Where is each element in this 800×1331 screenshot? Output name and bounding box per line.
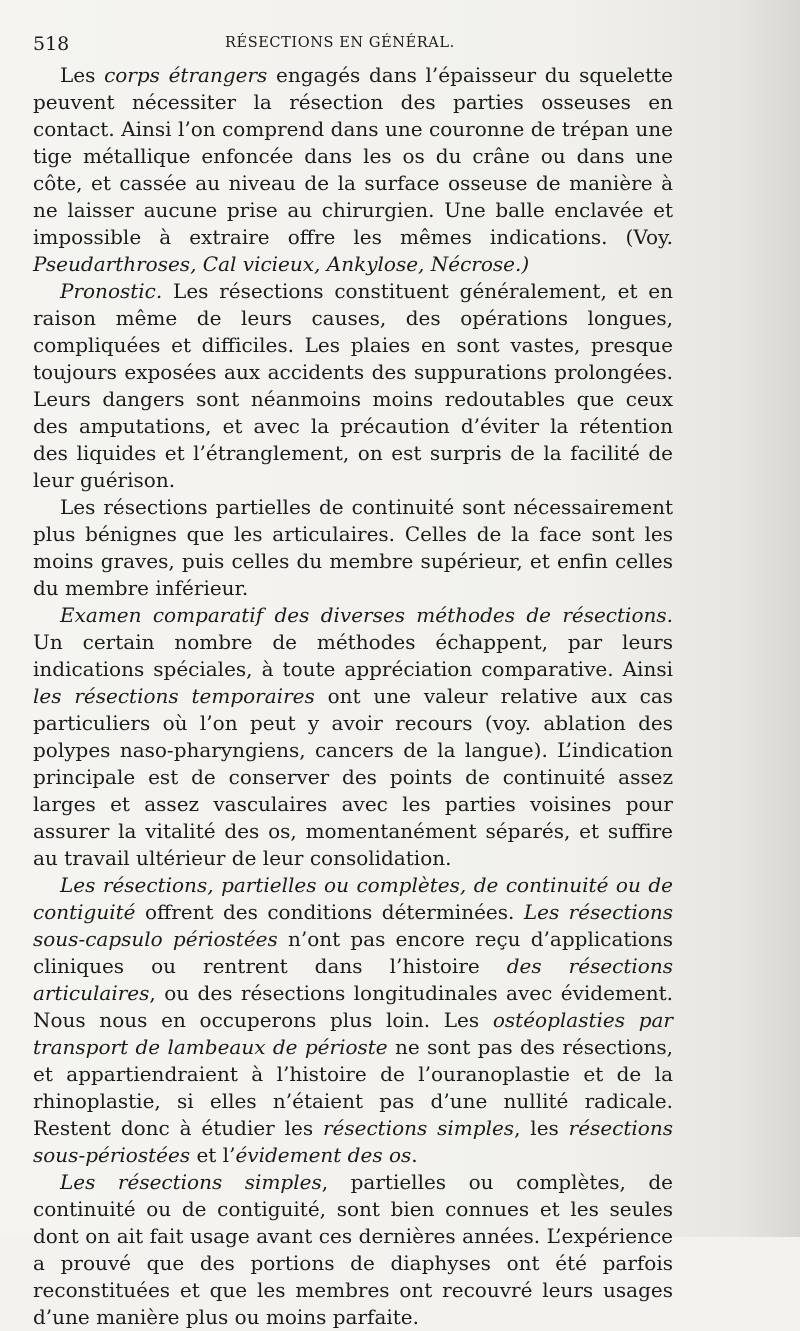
italic-run: résections sous-périostées <box>33 1116 673 1167</box>
paragraph-simple-resections <box>33 1169 673 1331</box>
paragraph-prognosis <box>33 278 673 494</box>
text-run: , les <box>514 1116 569 1140</box>
italic-run: des résections articulaires <box>33 954 673 1005</box>
italic-run: Pseudarthroses, Cal vicieux, Ankylose, Nécrose.) <box>33 252 530 276</box>
paragraph-continuity-contiguity <box>33 872 673 1169</box>
text-run: . <box>411 1143 418 1167</box>
running-head: RÉSECTIONS EN GÉNÉRAL. <box>225 35 455 51</box>
italic-run: les résections temporaires <box>33 684 315 708</box>
text-run: Un certain nombre de méthodes échappent, par leurs indications spéciales, à toute appréciation comparative. Ainsi <box>33 630 673 681</box>
page-header <box>33 33 673 59</box>
text-run: , ou des résections longitudinales avec évidement. Nous nous en occuperons plus loin. Les <box>33 981 673 1032</box>
text-run: , partielles ou complètes, de continuité ou de contiguité, sont bien connues et les seules dont on ait fait usage avant ces dernières années. L’expérience a prouvé que des portions de diaphyses ont été parfois reconstituées et que les membres ont recouvré leurs usages d’une manière plus ou moins parfaite. <box>33 1170 673 1329</box>
italic-run: ostéoplasties par transport de lambeaux de périoste <box>33 1008 673 1059</box>
text-run: offrent des conditions déterminées. <box>135 900 524 924</box>
text-run: Les résections constituent généralement, et en raison même de leurs causes, des opérations longues, compliquées et difficiles. Les plaies en sont vastes, presque toujours exposées aux accidents des suppurations prolongées. Leurs dangers sont néanmoins moins redoutables que ceux des amputations, et avec la précaution d’éviter la rétention des liquides et l’étranglement, on est surpris de la facilité de leur guérison. <box>33 279 673 492</box>
italic-run: corps étrangers <box>104 63 268 87</box>
italic-run: Les résections, partielles ou complètes, de continuité ou de contiguité <box>33 873 673 924</box>
text-run: engagés dans l’épaisseur du squelette peuvent nécessiter la résection des parties osseuses en contact. Ainsi l’on comprend dans une couronne de trépan une tige métallique enfoncée dans les os du crâne ou dans une côte, et cassée au niveau de la surface osseuse de manière à ne laisser aucune prise au chirurgien. Une balle enclavée et impossible à extraire offre les mêmes indications. (Voy. <box>33 63 673 249</box>
page-body <box>33 62 673 1331</box>
paragraph-foreign-bodies <box>33 62 673 278</box>
italic-run: Pronostic. <box>60 279 163 303</box>
italic-run: évidement des os <box>235 1143 412 1167</box>
text-run: Les <box>60 63 105 87</box>
paragraph-comparative-examination <box>33 602 673 872</box>
italic-run: Les résections sous-capsulo périostées <box>33 900 673 951</box>
text-run: ne sont pas des résections, et appartiendraient à l’histoire de l’ouranoplastie et de la rhinoplastie, si elles n’étaient pas d’une nullité radicale. Restent donc à étudier les <box>33 1035 673 1140</box>
text-run: n’ont pas encore reçu d’applications cliniques ou rentrent dans l’histoire <box>33 927 673 978</box>
text-run: ont une valeur relative aux cas particuliers où l’on peut y avoir recours (voy. ablation des polypes naso-pharyngiens, cancers de la langue). L’indication principale est de conserver des points de continuité assez larges et assez vasculaires avec les parties voisines pour assurer la vitalité des os, momentanément séparés, et suffire au travail ultérieur de leur consolidation. <box>33 684 674 870</box>
page-number: 518 <box>33 33 70 55</box>
italic-run: Les résections simples <box>60 1170 322 1194</box>
italic-run: résections simples <box>322 1116 515 1140</box>
text-run: Les résections partielles de continuité sont nécessairement plus bénignes que les articulaires. Celles de la face sont les moins graves, puis celles du membre supérieur, et enfin celles du membre inférieur. <box>33 495 673 600</box>
text-run: et l’ <box>190 1143 236 1167</box>
italic-run: Examen comparatif des diverses méthodes de résections. <box>60 603 673 627</box>
paragraph-partial-resections <box>33 494 673 602</box>
